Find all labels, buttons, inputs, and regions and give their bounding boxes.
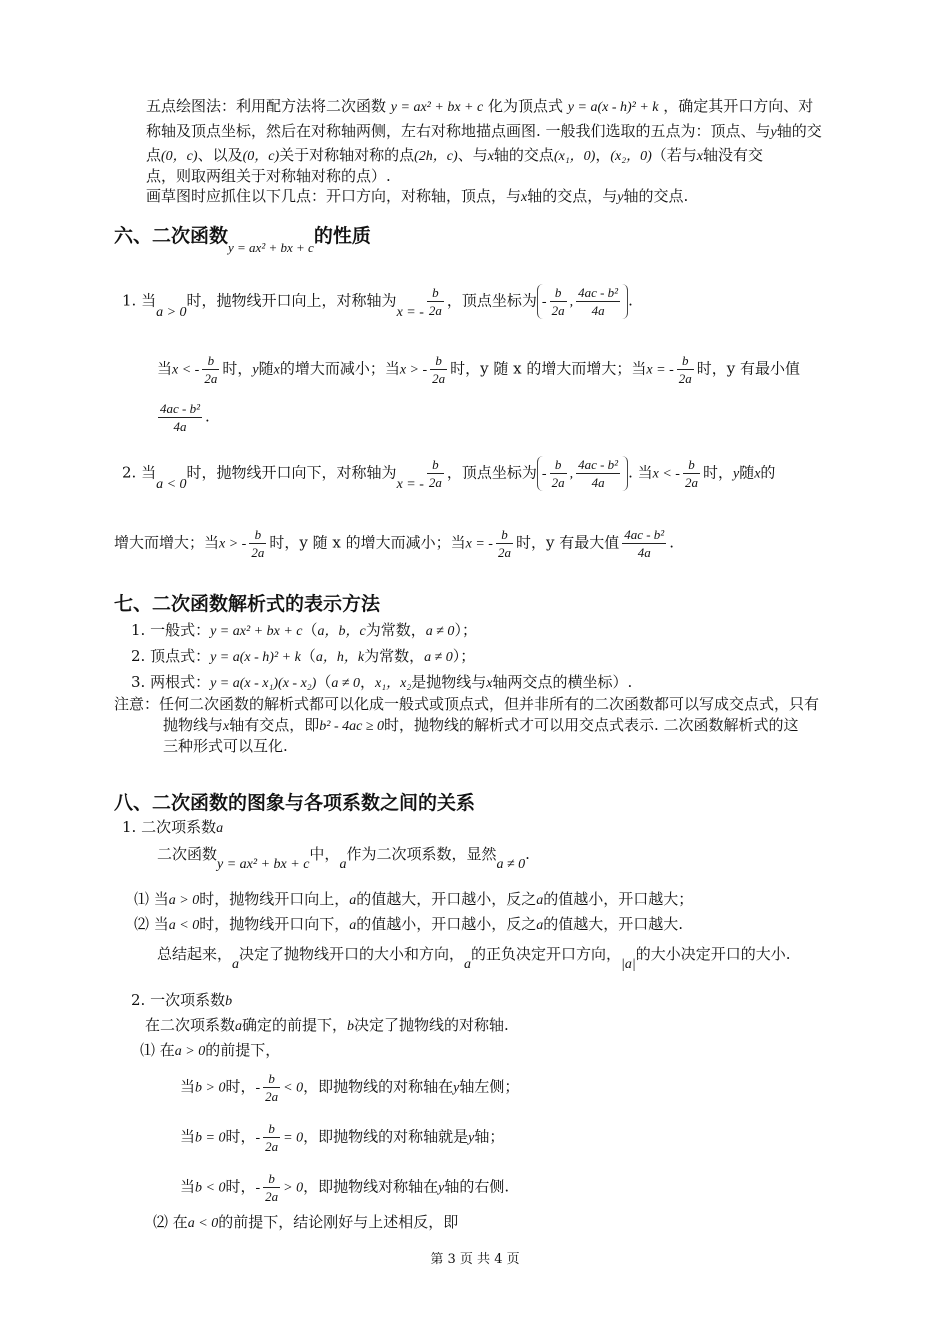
minus: - — [255, 1080, 261, 1096]
text: ，确定其开口方向、对 — [663, 97, 814, 115]
point: (2h，c) — [414, 149, 458, 164]
fraction — [550, 456, 567, 491]
text: 时， — [450, 359, 481, 378]
condition: a ≠ 0 — [425, 624, 455, 639]
text: 时， — [222, 359, 253, 378]
numerator: b — [550, 284, 567, 302]
text: 画草图时应抓住以下几点：开口方向，对称轴，顶点，与 — [146, 187, 522, 205]
text: 时，抛物线开口向上， — [199, 890, 350, 908]
fraction — [263, 1170, 280, 1205]
text: 三种形式可以互化. — [163, 737, 288, 755]
text: . — [205, 407, 210, 426]
heading-text: 六、二次函数 — [114, 225, 229, 247]
text: 化为顶点式 — [487, 97, 563, 115]
text: y 随 x 的增大而增大；当 — [480, 359, 647, 378]
point: (x₂，0) — [610, 149, 652, 164]
coef-b-intro — [145, 1015, 509, 1037]
condition: a > 0 — [174, 1044, 206, 1059]
text: 轴有交点，即 — [229, 716, 320, 734]
denominator: 2a — [204, 371, 218, 386]
text: 关于对称轴对称的点 — [279, 146, 415, 164]
coef-a-case-1 — [134, 889, 693, 911]
text: y 有最大值 — [545, 533, 620, 552]
fraction — [263, 1070, 280, 1105]
numerator: b — [677, 352, 694, 370]
text: 当 — [180, 1127, 196, 1146]
condition: b = 0 — [195, 1130, 226, 1146]
fraction — [202, 352, 219, 387]
var: a — [232, 957, 240, 972]
text: 的值越大，开口越大. — [543, 915, 684, 933]
relation: < 0 — [283, 1080, 304, 1096]
denominator: 2a — [428, 303, 442, 318]
text: . — [669, 533, 674, 552]
var: b — [347, 1019, 355, 1034]
condition: x > - — [399, 362, 428, 378]
text: （若与 — [651, 146, 697, 164]
text: 的值越大，开口越小，反之 — [356, 890, 537, 908]
text: 轴的交点 — [493, 146, 554, 164]
text: 2. 一次项系数 — [131, 991, 226, 1009]
var: y — [453, 1080, 460, 1096]
five-point-line-2 — [146, 121, 822, 143]
denominator: 2a — [684, 475, 698, 490]
text: 在二次项系数 — [145, 1016, 236, 1034]
text: ⑵ 在 — [153, 1213, 188, 1231]
text: 的前提下， — [205, 1041, 281, 1059]
text: y 随 x 的增大而减小；当 — [299, 533, 466, 552]
text: 当 — [180, 1077, 196, 1096]
fraction — [576, 284, 620, 319]
var: y — [770, 125, 777, 140]
text: 时， — [269, 533, 300, 552]
var: a — [349, 918, 357, 933]
text: ⑴ 在 — [140, 1041, 175, 1059]
numerator: b — [263, 1070, 280, 1088]
text: 轴两交点的横坐标）. — [492, 673, 633, 691]
text: 1. 一般式： — [131, 621, 211, 639]
denominator: 2a — [497, 545, 511, 560]
text: 决定了抛物线的对称轴. — [354, 1016, 509, 1034]
coef-a-case-2 — [134, 914, 683, 936]
denominator: 2a — [265, 1189, 279, 1204]
form-general — [131, 620, 477, 642]
condition: x = - — [646, 362, 674, 378]
fraction — [158, 400, 202, 435]
condition: b < 0 — [195, 1180, 226, 1196]
property-1-line-3 — [155, 400, 210, 435]
text: 时，抛物线的解析式才可以用交点式表示. 二次函数解析式的这 — [384, 716, 799, 734]
note-line-2 — [163, 715, 799, 737]
text: ，即抛物线的对称轴就是 — [303, 1127, 469, 1146]
text: 2. 当 — [122, 463, 157, 482]
coef-b-sub-1 — [180, 1070, 519, 1105]
text: ）； — [452, 647, 476, 665]
condition: x < - — [172, 362, 200, 378]
text: ， — [360, 673, 376, 691]
denominator: 2a — [265, 1139, 279, 1154]
point: (0，c) — [242, 149, 280, 164]
equation: y = ax² + bx + c — [210, 624, 303, 639]
equation: b² - 4ac ≥ 0 — [319, 719, 385, 734]
numerator: b — [683, 456, 700, 474]
denominator: 2a — [551, 303, 565, 318]
numerator: b — [202, 352, 219, 370]
numerator: 4ac - b² — [160, 401, 200, 416]
vertex-coords: - $\frac{b}{2a}$ , $\frac{\text{4ac - b²}}{4a}$ — [537, 456, 628, 491]
text: 注意：任何二次函数的解析式都可以化成一般式或顶点式，但并非所有的二次函数都可以写成交点式，只有 — [114, 695, 820, 713]
fraction — [622, 526, 666, 561]
section-6-heading — [114, 224, 371, 255]
var: y — [252, 362, 259, 378]
text: 随 — [258, 359, 274, 378]
text: （ — [300, 647, 316, 665]
five-point-line-1 — [146, 96, 813, 118]
numerator: b — [430, 352, 447, 370]
text: 轴的交点，与 — [527, 187, 618, 205]
text: 为常数， — [365, 621, 426, 639]
page-footer: 第 3 页 共 4 页 — [430, 1252, 520, 1267]
fraction — [427, 284, 444, 319]
var: a — [536, 893, 544, 908]
var: a — [349, 893, 357, 908]
coef-a-intro — [157, 844, 530, 872]
text: 轴的右侧. — [444, 1177, 510, 1196]
text: 时， — [225, 1127, 256, 1146]
fraction — [430, 352, 447, 387]
equation: y = ax² + bx + c — [228, 240, 314, 255]
numerator: b — [427, 284, 444, 302]
text: 增大而增大；当 — [114, 533, 220, 552]
numerator: b — [496, 526, 513, 544]
coef-b-title — [131, 990, 232, 1012]
text: 、以及 — [197, 146, 243, 164]
text: 时，抛物线开口向上，对称轴为 — [186, 291, 397, 310]
fraction — [427, 456, 444, 491]
point: (x₁，0) — [553, 149, 596, 164]
equation: y = a(x - x₁)(x - x₂) — [210, 676, 317, 691]
text: 五点绘图法：利用配方法将二次函数 — [146, 97, 387, 115]
condition: a < 0 — [187, 1216, 219, 1231]
condition: x < - — [652, 466, 680, 482]
var: x — [223, 719, 230, 734]
vars: a，b，c — [317, 624, 366, 639]
var: x — [521, 190, 528, 205]
text: ，即抛物线对称轴在 — [303, 1177, 439, 1196]
text: （ — [316, 673, 332, 691]
numerator: 4ac - b² — [578, 457, 619, 472]
text: 1. 当 — [122, 291, 157, 310]
fraction — [263, 1120, 280, 1155]
text: 的值越小，开口越大； — [543, 890, 694, 908]
numerator: b — [249, 526, 266, 544]
heading-text: 的性质 — [313, 225, 371, 247]
condition: x > - — [219, 536, 247, 552]
point: (0，c) — [161, 149, 198, 164]
var: x — [696, 149, 703, 164]
text: 二次函数 — [157, 845, 218, 863]
condition: a ≠ 0 — [496, 857, 526, 872]
text: 总结起来， — [157, 945, 233, 963]
text: ）； — [454, 621, 477, 639]
text: 轴左侧； — [459, 1077, 520, 1096]
var: x — [487, 149, 494, 164]
text: 轴没有交 — [703, 146, 764, 164]
var: a — [464, 957, 472, 972]
text: 的大小决定开口的大小. — [635, 945, 791, 963]
coef-a-summary — [157, 944, 791, 972]
vars: x₁，x₂ — [375, 676, 412, 691]
numerator: b — [263, 1170, 280, 1188]
equation: y = ax² + bx + c — [390, 100, 484, 115]
text: 时， — [225, 1077, 256, 1096]
condition: b > 0 — [195, 1080, 226, 1096]
var: a — [216, 821, 224, 836]
text: 随 — [739, 463, 755, 482]
denominator: 2a — [251, 545, 265, 560]
property-2-line-2 — [114, 526, 674, 561]
text: 为常数， — [364, 647, 425, 665]
text: 3. 两根式： — [131, 673, 211, 691]
fraction — [249, 526, 266, 561]
text: 称轴及顶点坐标，然后在对称轴两侧，左右对称地描点画图. 一般我们选取的五点为：顶点、与 — [146, 122, 771, 140]
denominator: 2a — [551, 475, 565, 490]
relation: > 0 — [283, 1180, 304, 1196]
text: 决定了抛物线开口的大小和方向， — [239, 945, 465, 963]
fraction — [550, 284, 567, 319]
text: 时， — [515, 533, 546, 552]
denominator: 4a — [591, 475, 605, 490]
condition: x = - — [465, 536, 493, 552]
axis-eq: x = - — [396, 476, 424, 492]
text: y 有最小值 — [726, 359, 801, 378]
text: 的正负决定开口方向， — [471, 945, 622, 963]
text: 轴； — [474, 1127, 505, 1146]
text: 中， — [309, 845, 340, 863]
condition: a < 0 — [168, 918, 200, 933]
text: ，顶点坐标为 — [446, 291, 537, 310]
text: 抛物线与 — [163, 716, 224, 734]
text: 当 — [157, 359, 173, 378]
text: 的增大而减小；当 — [279, 359, 400, 378]
var: a — [339, 857, 347, 872]
section-8-heading: 八、二次函数的图象与各项系数之间的关系 — [114, 792, 476, 814]
form-roots — [131, 672, 632, 694]
condition: a < 0 — [156, 476, 187, 492]
denominator: 2a — [432, 371, 446, 386]
condition: a ≠ 0 — [424, 650, 453, 665]
denominator: 4a — [591, 303, 605, 318]
text: 时， — [702, 463, 733, 482]
vertex-coords: - $\frac{b}{2a}$ , $\frac{\text{4ac - b²}}{4a}$ — [537, 284, 628, 319]
text: 确定的前提下， — [242, 1016, 348, 1034]
text: 的 — [760, 463, 776, 482]
var: y — [617, 190, 624, 205]
var: x — [754, 466, 761, 482]
text: 当 — [180, 1177, 196, 1196]
relation: = 0 — [283, 1130, 304, 1146]
var: y — [438, 1180, 445, 1196]
numerator: b — [427, 456, 444, 474]
five-point-line-5 — [146, 186, 688, 208]
var: y — [468, 1130, 475, 1146]
five-point-line-3 — [146, 145, 763, 167]
text: ⑵ 当 — [134, 915, 169, 933]
numerator: 4ac - b² — [578, 285, 619, 300]
fraction — [496, 526, 513, 561]
text: ，即抛物线的对称轴在 — [303, 1077, 454, 1096]
text: 点，则取两组关于对称轴对称的点）. — [146, 167, 391, 185]
property-1-line-1 — [122, 284, 633, 319]
equation: y = ax² + bx + c — [217, 857, 310, 872]
var: a — [235, 1019, 243, 1034]
numerator: b — [550, 456, 567, 474]
vars: a，h，k — [315, 650, 365, 665]
denominator: 2a — [678, 371, 692, 386]
text: 轴的交 — [776, 122, 822, 140]
var: y — [732, 466, 740, 482]
fraction — [677, 352, 694, 387]
minus: - — [255, 1130, 261, 1146]
numerator: b — [263, 1120, 280, 1138]
numerator: 4ac - b² — [624, 527, 665, 542]
text: （ — [302, 621, 318, 639]
property-2-line-1 — [122, 456, 775, 491]
text: . 当 — [628, 463, 653, 482]
text: 是抛物线与 — [411, 673, 487, 691]
denominator: 4a — [637, 545, 651, 560]
equation: y = a(x - h)² + k — [210, 650, 301, 665]
note-line-3 — [163, 736, 288, 756]
text: 时， — [225, 1177, 256, 1196]
text: 的值越小，开口越小，反之 — [356, 915, 537, 933]
text: 时，抛物线开口向下， — [199, 915, 350, 933]
axis-eq: x = - — [396, 304, 424, 320]
text: . — [628, 291, 633, 310]
text: 时，抛物线开口向下，对称轴为 — [186, 463, 397, 482]
text: ， — [595, 146, 611, 164]
text: 的前提下，结论刚好与上述相反，即 — [218, 1213, 459, 1231]
denominator: 2a — [265, 1089, 279, 1104]
fraction — [683, 456, 700, 491]
text: . — [525, 845, 530, 863]
condition: a ≠ 0 — [331, 676, 361, 691]
var: x — [486, 676, 493, 691]
property-1-line-2 — [157, 352, 800, 387]
denominator: 4a — [173, 419, 187, 434]
coef-b-sub-3 — [180, 1170, 509, 1205]
var: x — [273, 362, 280, 378]
denominator: 2a — [428, 475, 442, 490]
fraction — [576, 456, 620, 491]
text: 、与 — [457, 146, 488, 164]
coef-b-case-1 — [140, 1040, 280, 1062]
text: 时， — [696, 359, 727, 378]
text: 2. 顶点式： — [131, 647, 211, 665]
text: ，顶点坐标为 — [446, 463, 537, 482]
text: ⑴ 当 — [134, 890, 169, 908]
condition: a > 0 — [168, 893, 200, 908]
coef-a-title — [122, 817, 223, 839]
text: 1. 二次项系数 — [122, 818, 217, 836]
text: 作为二次项系数，显然 — [346, 845, 497, 863]
var: a — [536, 918, 544, 933]
text: 轴的交点. — [623, 187, 689, 205]
condition: a > 0 — [156, 304, 187, 320]
coef-b-sub-2 — [180, 1120, 504, 1155]
form-vertex — [131, 646, 475, 668]
coef-b-case-2 — [153, 1212, 458, 1234]
section-7-heading: 七、二次函数解析式的表示方法 — [114, 593, 381, 615]
minus: - — [255, 1180, 261, 1196]
equation: y = a(x - h)² + k — [567, 100, 659, 115]
note-line-1 — [114, 694, 819, 714]
abs-value: |a| — [621, 957, 636, 972]
var: b — [225, 994, 233, 1009]
text: 点 — [146, 146, 162, 164]
five-point-line-4 — [146, 166, 391, 186]
